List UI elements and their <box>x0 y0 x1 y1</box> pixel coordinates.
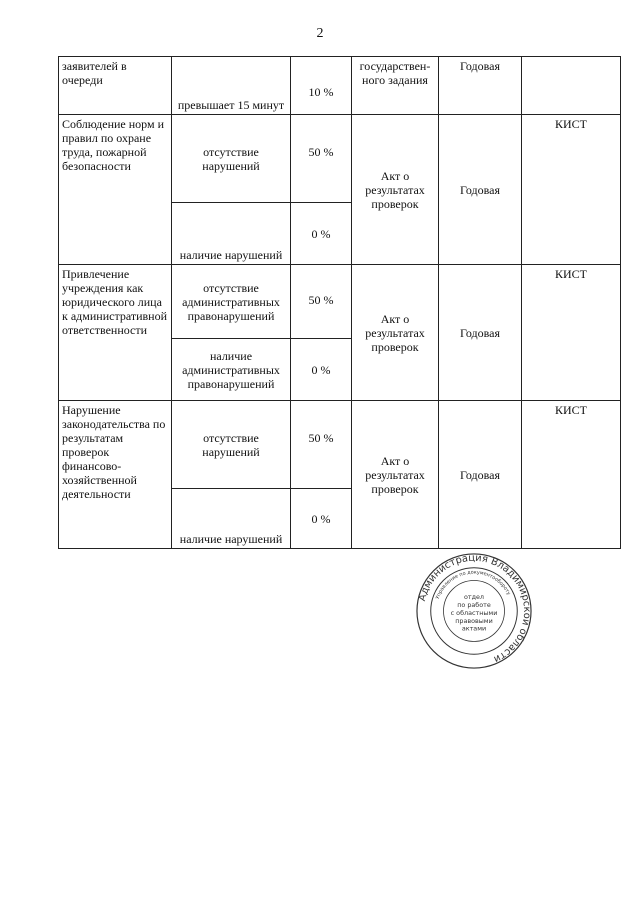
criterion-cell: Привлечение учреждения как юридического лица к административной ответственности <box>59 265 172 401</box>
document-cell: Акт о результатах проверок <box>352 115 439 265</box>
svg-text:правовыми: правовыми <box>455 616 493 625</box>
page-number: 2 <box>316 26 324 41</box>
condition-cell: отсутствие административных правонарушений <box>172 265 291 339</box>
stamp-outer-text: Администрация Владимирской области <box>416 552 533 665</box>
stamp-inner-text: Управление по документообороту <box>434 569 512 601</box>
value-cell: 10 % <box>291 57 352 115</box>
svg-text:по работе: по работе <box>457 601 491 610</box>
value-cell: 50 % <box>291 115 352 203</box>
period-cell: Годовая <box>439 57 522 115</box>
value-cell: 0 % <box>291 339 352 401</box>
condition-cell: превышает 15 минут <box>172 57 291 115</box>
value-cell: 50 % <box>291 401 352 489</box>
responsible-cell <box>522 57 621 115</box>
condition-cell: отсутствие нарушений <box>172 401 291 489</box>
table-row <box>59 57 621 115</box>
condition-cell: наличие нарушений <box>172 203 291 265</box>
criterion-cell: заявителей в очереди <box>59 57 172 115</box>
document-cell: Акт о результатах проверок <box>352 265 439 401</box>
svg-text:актами: актами <box>461 624 487 633</box>
period-cell: Годовая <box>439 115 522 265</box>
condition-cell: наличие нарушений <box>172 489 291 549</box>
value-cell: 50 % <box>291 265 352 339</box>
official-stamp <box>415 552 533 670</box>
svg-text:отдел: отдел <box>463 593 485 602</box>
criteria-table <box>58 56 621 549</box>
table-row <box>59 265 621 339</box>
period-cell: Годовая <box>439 401 522 549</box>
responsible-cell: КИСТ <box>522 115 621 265</box>
document-cell: государствен-ного задания <box>352 57 439 115</box>
table-row <box>59 401 621 489</box>
period-cell: Годовая <box>439 265 522 401</box>
value-cell: 0 % <box>291 489 352 549</box>
criterion-cell: Соблюдение норм и правил по охране труда, пожарной безопасности <box>59 115 172 265</box>
condition-cell: отсутствие нарушений <box>172 115 291 203</box>
responsible-cell: КИСТ <box>522 265 621 401</box>
condition-cell: наличие административных правонарушений <box>172 339 291 401</box>
svg-text:с областными: с областными <box>450 608 498 617</box>
document-cell: Акт о результатах проверок <box>352 401 439 549</box>
table-row <box>59 115 621 203</box>
value-cell: 0 % <box>291 203 352 265</box>
responsible-cell: КИСТ <box>522 401 621 549</box>
criterion-cell: Нарушение законодательства по результатам проверок финансово-хозяйственной деятельности <box>59 401 172 549</box>
